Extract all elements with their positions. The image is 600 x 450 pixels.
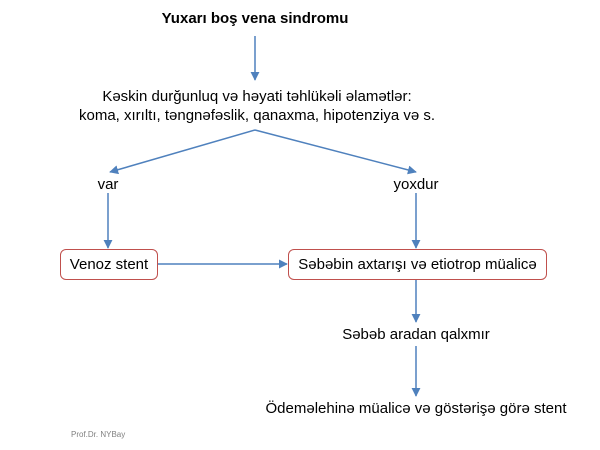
footer-author: Prof.Dr. NYBay [71,430,126,439]
arrow-to-var [110,130,255,172]
diagram-title: Yuxarı boş vena sindromu [161,10,349,27]
branch-yes-label: var [97,176,119,193]
venous-stent-box [60,249,158,280]
venous-stent-label: Venoz stent [69,255,149,273]
final-treatment-text: Ödeməlehinə müalicə və göstərişə görə stent [265,400,567,417]
arrow-to-yoxdur [255,130,416,172]
cause-search-box [288,249,547,280]
branch-no-label: yoxdur [393,176,439,193]
question-line-2: koma, xırıltı, təngnəfəslik, qanaxma, hipotenziya və s. [78,107,436,124]
question-line-1: Kəskin durğunluq və həyati təhlükəli əlamətlər: [102,88,412,105]
cause-persists-text: Səbəb aradan qalxmır [342,326,490,343]
cause-search-label: Səbəbin axtarışı və etiotrop müalicə [298,255,537,273]
